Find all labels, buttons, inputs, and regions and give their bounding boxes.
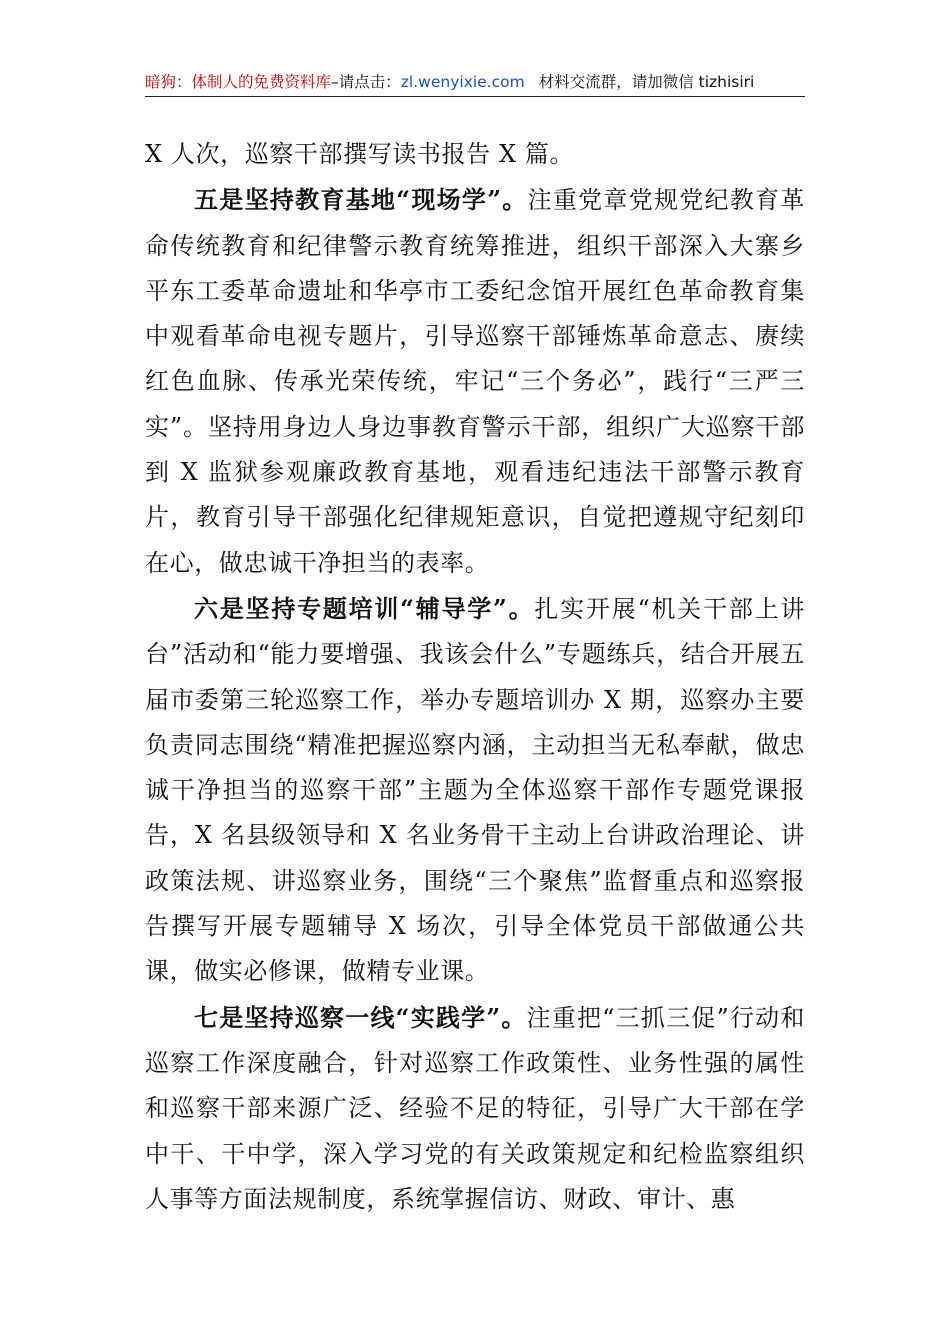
paragraph-text: 注重把“三抓三促”行动和巡察工作深度融合，针对巡察工作政策性、业务性强的属性和巡察干部来源广泛、经验不足的特征，引导广大干部在学中干、干中学，深入学习党的有关政策规定和纪检监察组织人事等方面法规制度，系统掌握信访、财政、审计、惠 xyxy=(145,1003,805,1213)
header-brand: 暗狗：体制人的免费资料库 xyxy=(145,73,332,91)
header-link[interactable]: zl.wenyixie.com xyxy=(400,73,525,91)
paragraph-continuation xyxy=(145,132,805,177)
paragraph-practice-learning xyxy=(145,995,805,1222)
paragraph-site-learning xyxy=(145,177,805,586)
paragraph-training-learning xyxy=(145,586,805,995)
paragraph-heading: 五是坚持教育基地“现场学”。 xyxy=(194,185,528,215)
paragraph-text: 扎实开展“机关干部上讲台”活动和“能力要增强、我该会什么”专题练兵，结合开展五届市委第三轮巡察工作，举办专题培训办 X 期，巡察办主要负责同志围绕“精准把握巡察内涵，主动担当无私奉献，做忠诚干净担当的巡察干部”主题为全体巡察干部作专题党课报告，X 名县级领导和 X 名业务骨干主动上台讲政治理论、讲政策法规、讲巡察业务，围绕“三个聚焦”监督重点和巡察报告撰写开展专题辅导 X 场次，引导全体党员干部做通公共课，做实必修课，做精专业课。 xyxy=(145,594,805,986)
paragraph-text: X 人次，巡察干部撰写读书报告 X 篇。 xyxy=(145,140,575,168)
header-divider xyxy=(145,96,805,97)
page-header xyxy=(145,70,805,96)
header-separator: –请点击： xyxy=(331,73,401,91)
paragraph-heading: 六是坚持专题培训“辅导学”。 xyxy=(194,593,535,623)
document-body xyxy=(145,132,805,1222)
header-contact: 材料交流群，请加微信 tizhisiri xyxy=(538,73,755,91)
paragraph-text: 注重党章党规党纪教育革命传统教育和纪律警示教育统筹推进，组织干部深入大寨乡平东工委革命遗址和华亭市工委纪念馆开展红色革命教育集中观看革命电视专题片，引导巡察干部锤炼革命意志、赓续红色血脉、传承光荣传统，牢记“三个务必”，践行“三严三实”。坚持用身边人身边事教育警示干部，组织广大巡察干部到 X 监狱参观廉政教育基地，观看违纪违法干部警示教育片，教育引导干部强化纪律规矩意识，自觉把遵规守纪刻印在心，做忠诚干净担当的表率。 xyxy=(145,186,805,577)
paragraph-heading: 七是坚持巡察一线“实践学”。 xyxy=(194,1002,527,1032)
